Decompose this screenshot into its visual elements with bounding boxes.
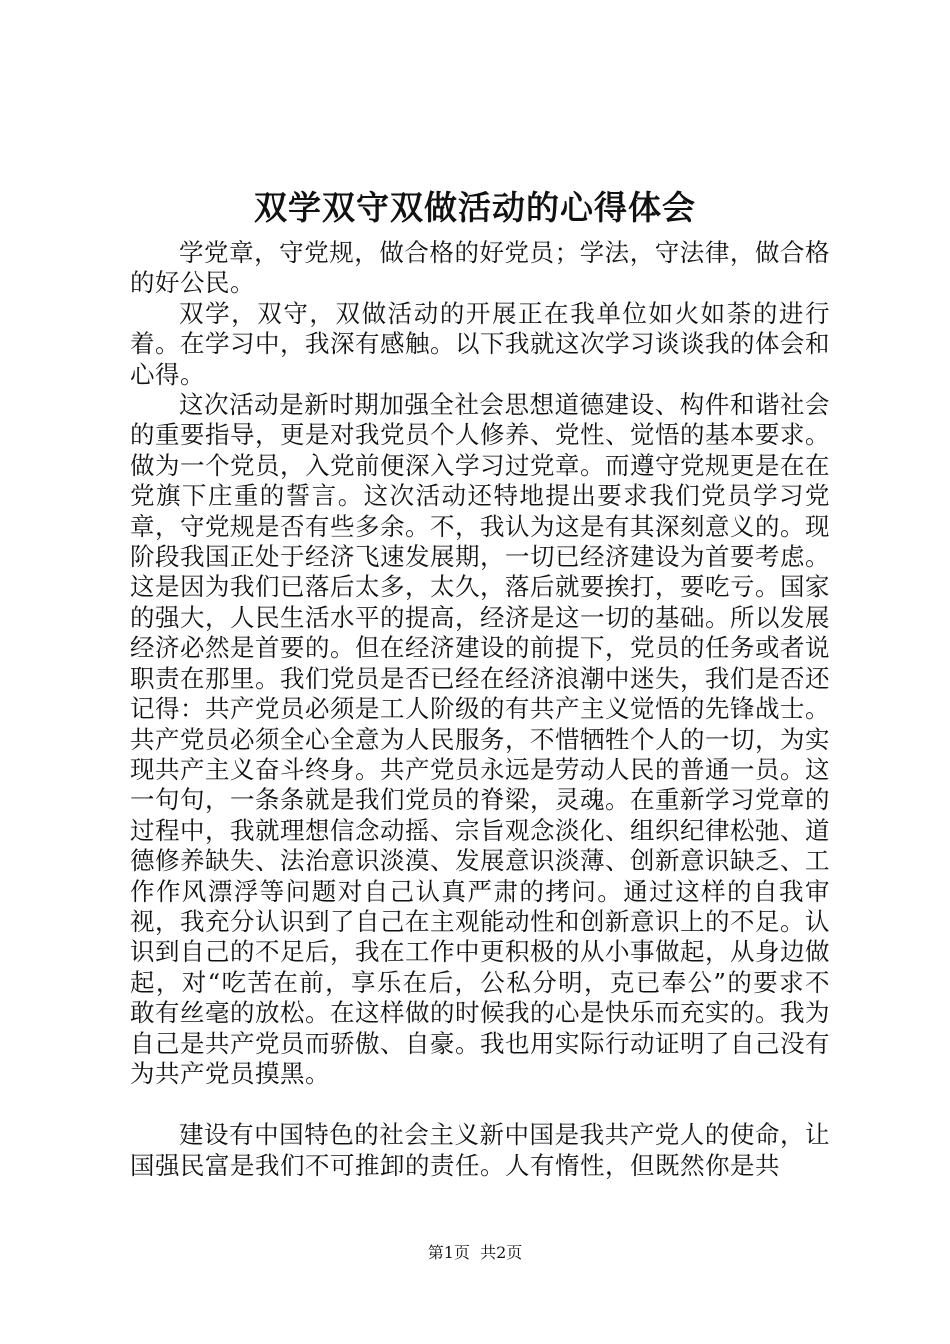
page-footer: 第1页 共2页 bbox=[427, 1243, 523, 1262]
paragraph-1: 学党章，守党规，做合格的好党员；学法，守法律，做合格的好公民。 bbox=[130, 238, 830, 298]
paragraph-3: 这次活动是新时期加强全社会思想道德建设、构件和谐社会的重要指导，更是对我党员个人修养、党性、觉悟的基本要求。做为一个党员，入党前便深入学习过党章。而遵守党规更是在在党旗下庄重的誓言。这次活动还特地提出要求我们党员学习党章，守党规是否有些多余。不，我认为这是有其深刻意义的。现阶段我国正处于经济飞速发展期，一切已经济建设为首要考虑。这是因为我们已落后太多，太久，落后就要挨打，要吃亏。国家的强大，人民生活水平的提高，经济是这一切的基础。所以发展经济必然是首要的。但在经济建设的前提下，党员的任务或者说职责在那里。我们党员是否已经在经济浪潮中迷失，我们是否还记得：共产党员必须是工人阶级的有共产主义觉悟的先锋战士。共产党员必须全心全意为人民服务，不惜牺牲个人的一切，为实现共产主义奋斗终身。共产党员永远是劳动人民的普通一员。这一句句，一条条就是我们党员的脊梁，灵魂。在重新学习党章的过程中，我就理想信念动摇、宗旨观念淡化、组织纪律松弛、道德修养缺失、法治意识淡漠、发展意识淡薄、创新意识缺乏、工作作风漂浮等问题对自己认真严肃的拷问。通过这样的自我审视，我充分认识到了自己在主观能动性和创新意识上的不足。认识到自己的不足后，我在工作中更积极的从小事做起，从身边做起，对“吃苦在前，享乐在后，公私分明，克已奉公”的要求不敢有丝毫的放松。在这样做的时候我的心是快乐而充实的。我为自己是共产党员而骄傲、自豪。我也用实际行动证明了自己没有为共产党员摸黑。 bbox=[130, 390, 830, 1088]
document-body bbox=[130, 238, 830, 1181]
paragraph-4: 建设有中国特色的社会主义新中国是我共产党人的使命，让国强民富是我们不可推卸的责任。人有惰性，但既然你是共 bbox=[130, 1120, 830, 1180]
paragraph-2: 双学，双守，双做活动的开展正在我单位如火如荼的进行着。在学习中，我深有感触。以下我就这次学习谈谈我的体会和心得。 bbox=[130, 298, 830, 389]
document-title: 双学双守双做活动的心得体会 bbox=[254, 188, 696, 227]
